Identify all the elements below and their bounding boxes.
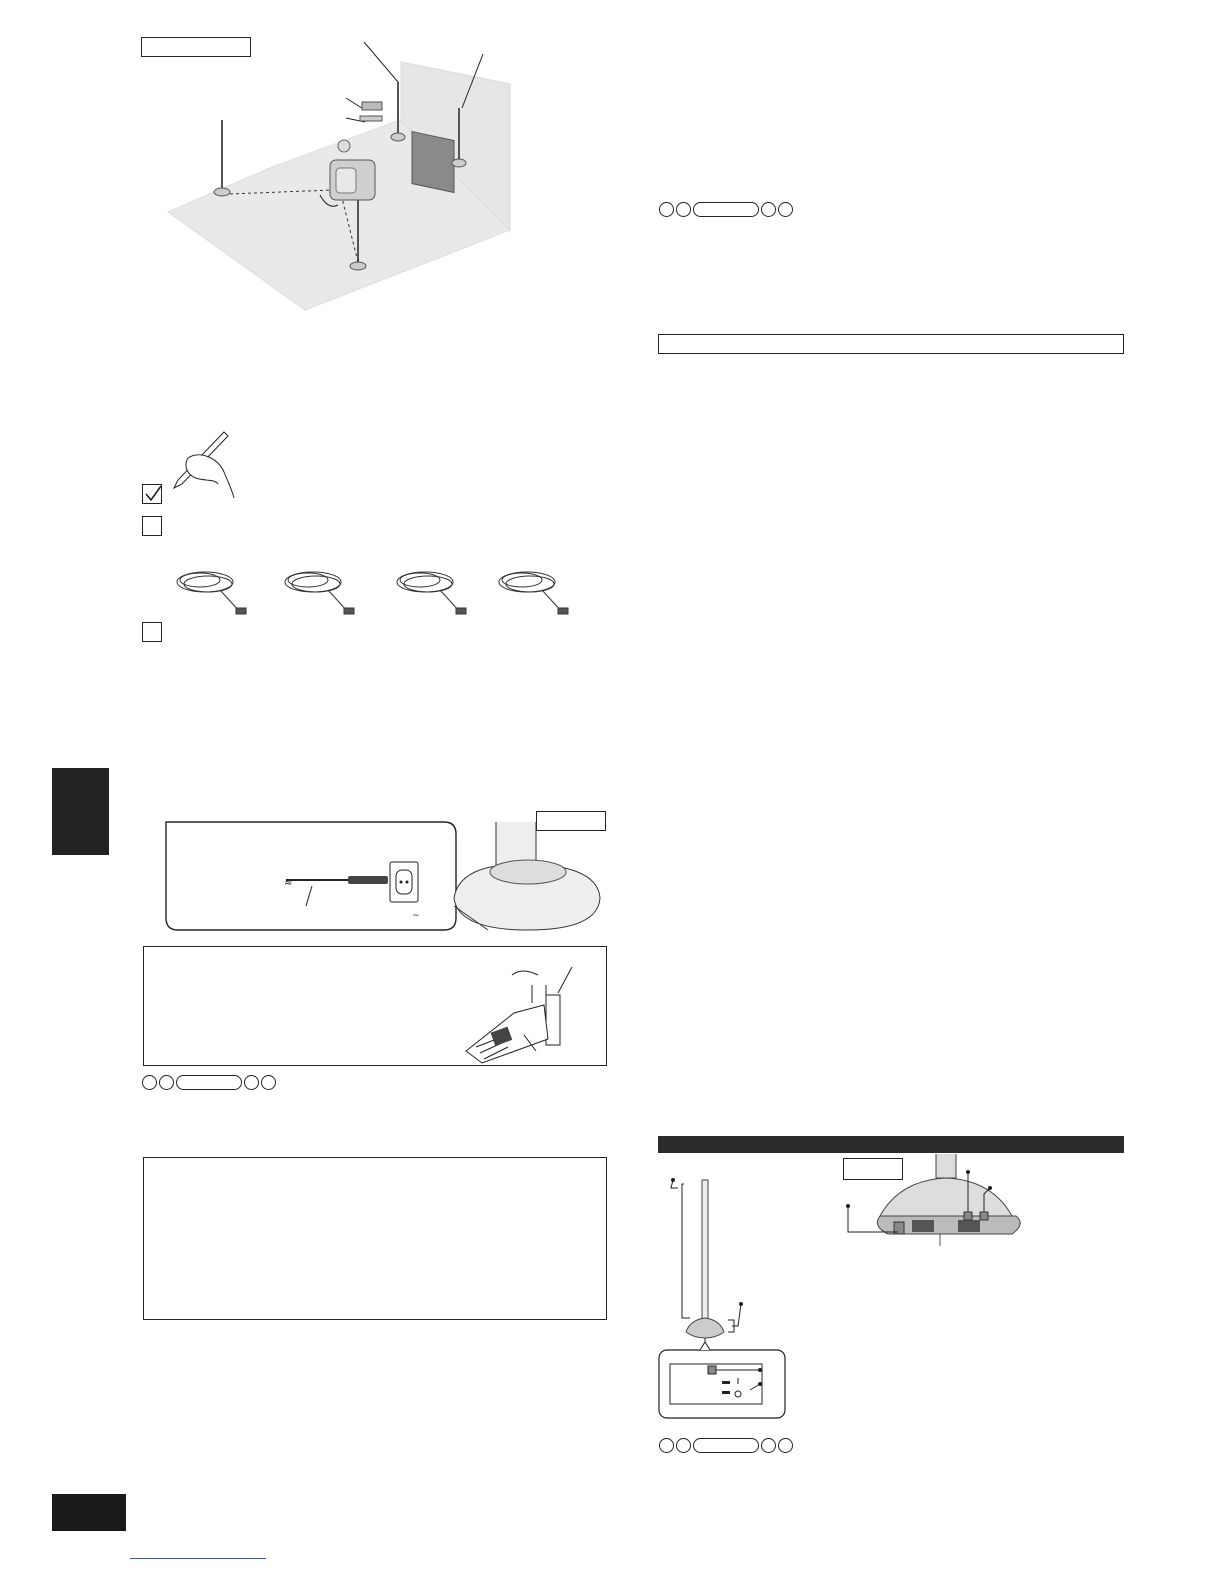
note-box bbox=[143, 1157, 607, 1320]
ref-pill-2 bbox=[693, 202, 759, 217]
check-icon bbox=[142, 484, 162, 504]
ref-circle-2 bbox=[159, 1075, 174, 1090]
ref-pill bbox=[176, 1075, 242, 1090]
ref-circle-6 bbox=[676, 202, 691, 217]
ref-circle-8 bbox=[778, 202, 793, 217]
checkbox-2 bbox=[142, 516, 162, 536]
checkbox-3 bbox=[142, 622, 162, 642]
page-number-block bbox=[52, 1494, 126, 1531]
ref-circle-3 bbox=[244, 1075, 259, 1090]
plug-detail-illustration bbox=[462, 955, 592, 1065]
svg-text:≈: ≈ bbox=[284, 878, 293, 889]
ref-circle-12 bbox=[778, 1438, 793, 1453]
tv-screen bbox=[412, 132, 454, 193]
base-unit-illustration bbox=[840, 1150, 1040, 1260]
footer-link[interactable] bbox=[130, 1558, 266, 1559]
ref-circle-11 bbox=[761, 1438, 776, 1453]
ref-circle-1 bbox=[142, 1075, 157, 1090]
ref-circle-9 bbox=[659, 1438, 674, 1453]
room-layout-illustration bbox=[160, 40, 560, 340]
side-tab bbox=[52, 768, 109, 855]
power-cord-2 bbox=[285, 572, 354, 614]
pen-check-illustration bbox=[148, 428, 248, 508]
section-bar-outlined bbox=[658, 334, 1124, 354]
ref-pill-3 bbox=[693, 1438, 759, 1453]
power-cord-3 bbox=[397, 572, 466, 614]
power-cord-4 bbox=[499, 572, 568, 614]
ref-circle-4 bbox=[261, 1075, 276, 1090]
svg-text:~: ~ bbox=[412, 911, 420, 921]
power-cord-illustration bbox=[170, 562, 590, 622]
ref-circle-7 bbox=[761, 202, 776, 217]
power-cord-1 bbox=[177, 572, 246, 614]
ac-inlet-illustration bbox=[158, 806, 608, 926]
tall-speaker-illustration bbox=[656, 1170, 796, 1410]
ref-circle-10 bbox=[676, 1438, 691, 1453]
ref-circle-5 bbox=[659, 202, 674, 217]
